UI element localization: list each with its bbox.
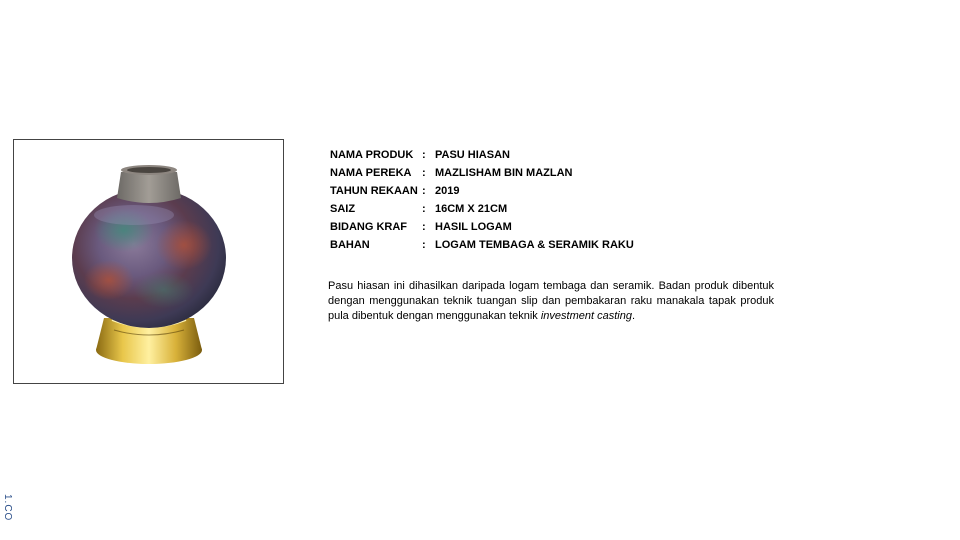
spec-value: LOGAM TEMBAGA & SERAMIK RAKU	[435, 239, 634, 251]
spec-separator: :	[422, 203, 426, 215]
spec-label: SAIZ	[330, 203, 356, 215]
spec-separator: :	[422, 221, 426, 233]
spec-label: NAMA PRODUK	[330, 149, 414, 161]
product-photo	[13, 139, 284, 384]
spec-label: NAMA PEREKA	[330, 167, 412, 179]
spec-label: BAHAN	[330, 239, 370, 251]
spec-value: PASU HIASAN	[435, 149, 510, 161]
spec-separator: :	[422, 239, 426, 251]
product-description	[328, 279, 774, 324]
spec-separator: :	[422, 167, 426, 179]
spec-value: 16CM X 21CM	[435, 203, 508, 215]
spec-row	[330, 218, 634, 236]
spec-row	[330, 200, 634, 218]
spec-row	[330, 236, 634, 254]
spec-label: BIDANG KRAF	[330, 221, 407, 233]
spec-row	[330, 146, 634, 164]
description-italic: investment casting	[540, 310, 632, 322]
spec-separator: :	[422, 149, 426, 161]
description-end: .	[631, 310, 636, 322]
description-text: Pasu hiasan ini dihasilkan daripada logam tembaga dan seramik. Badan produk dibentuk dengan menggunakan teknik tuangan slip dan pembakaran raku manakala tapak produk pula dibentuk dengan menggunakan teknik	[328, 280, 774, 322]
spec-value: HASIL LOGAM	[435, 221, 512, 233]
spec-separator: :	[422, 185, 426, 197]
spec-row	[330, 182, 634, 200]
spec-label: TAHUN REKAAN	[330, 185, 418, 197]
vase-image	[14, 140, 283, 383]
spec-row	[330, 164, 634, 182]
spec-value: MAZLISHAM BIN MAZLAN	[435, 167, 573, 179]
spec-value: 2019	[435, 185, 460, 197]
product-spec-table	[330, 146, 634, 254]
side-mark: 1.CO	[2, 494, 13, 522]
